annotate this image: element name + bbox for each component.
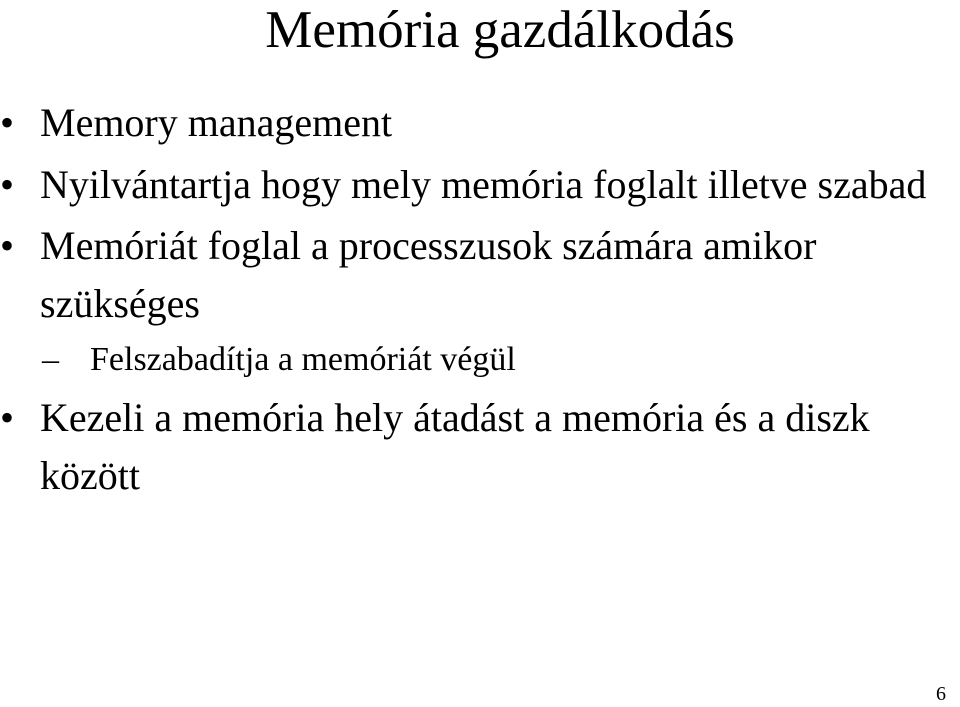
- bullet-list: [0, 94, 960, 505]
- bullet-item: [0, 156, 930, 214]
- bullet-text: Kezeli a memória hely átadást a memória és a diszk között: [40, 395, 870, 498]
- bullet-marker: •: [0, 162, 15, 207]
- slide-title: Memória gazdálkodás: [265, 1, 735, 59]
- bullet-item: [0, 217, 930, 333]
- bullet-text: Memory management: [40, 100, 393, 145]
- sub-bullet-text: Felszabadítja a memóriát végül: [90, 341, 516, 378]
- sub-bullet-marker: –: [42, 341, 59, 378]
- bullet-item: [0, 94, 930, 152]
- bullet-marker: •: [0, 395, 15, 440]
- sub-bullet-item: [0, 335, 930, 385]
- bullet-marker: •: [0, 100, 15, 145]
- bullet-marker: •: [0, 223, 15, 268]
- bullet-text: Nyilvántartja hogy mely memória foglalt illetve szabad: [40, 162, 927, 207]
- bullet-item: [0, 389, 930, 505]
- bullet-text: Memóriát foglal a processzusok számára amikor szükséges: [40, 223, 817, 326]
- page-number: 6: [936, 683, 946, 705]
